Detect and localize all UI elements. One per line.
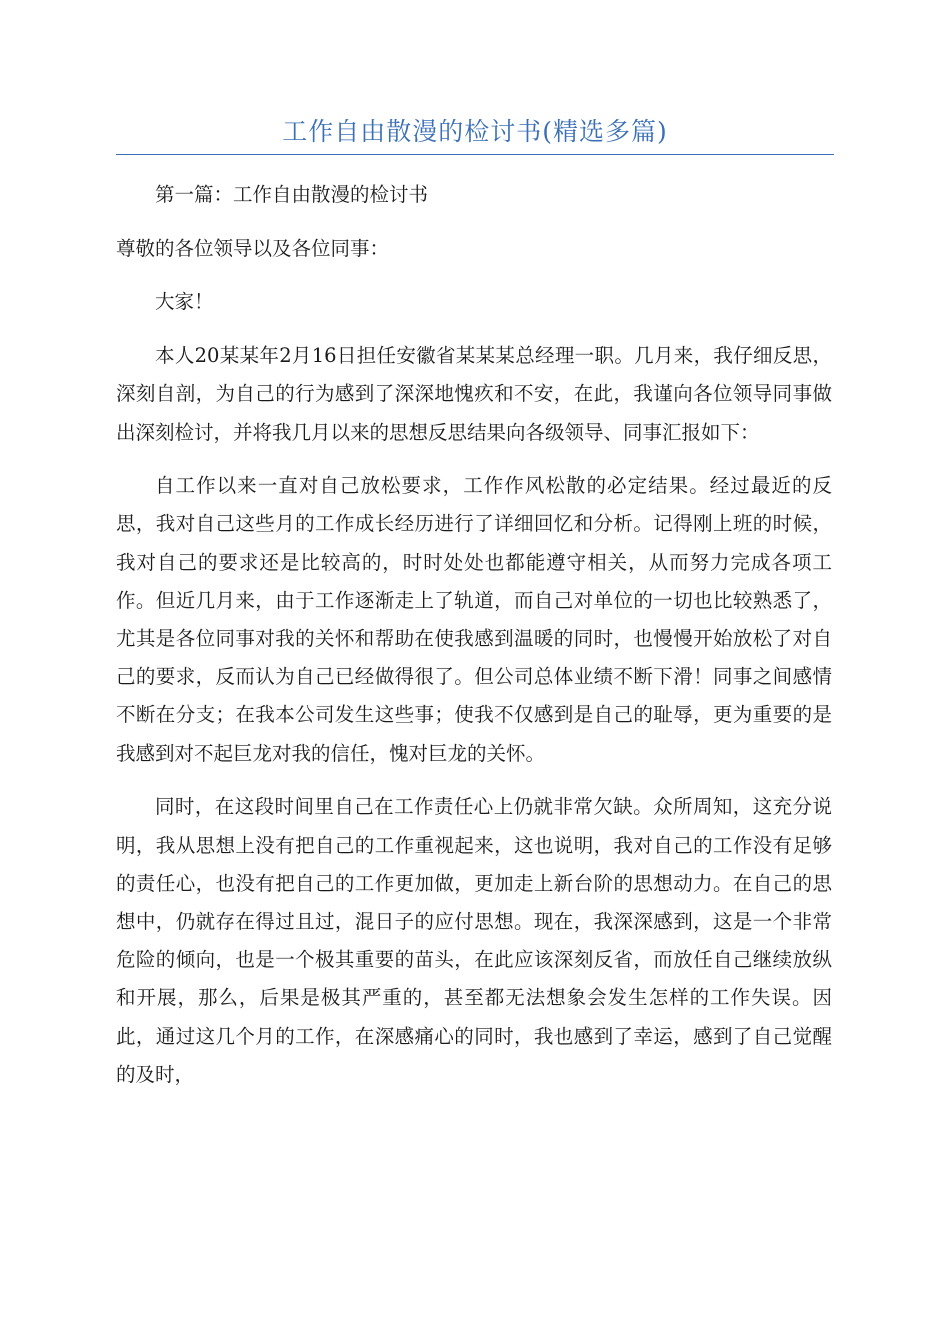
- body-paragraph: 同时，在这段时间里自己在工作责任心上仍就非常欠缺。众所周知，这充分说明，我从思想上没有把自己的工作重视起来，这也说明，我对自己的工作没有足够的责任心，也没有把自己的工作更加做，更加走上新台阶的思想动力。在自己的思想中，仍就存在得过且过，混日子的应付思想。现在，我深深感到，这是一个非常危险的倾向，也是一个极其重要的苗头，在此应该深刻反省，而放任自己继续放纵和开展，那么，后果是极其严重的，甚至都无法想象会发生怎样的工作失误。因此，通过这几个月的工作，在深感痛心的同时，我也感到了幸运，感到了自己觉醒的及时，: [116, 795, 832, 1086]
- body-paragraph: 本人20某某年2月16日担任安徽省某某某总经理一职。几月来，我仔细反思，深刻自剖，为自己的行为感到了深深地愧疚和不安，在此，我谨向各位领导同事做出深刻检讨，并将我几月以来的思想反思结果向各级领导、同事汇报如下：: [116, 344, 832, 444]
- greeting: 大家！: [155, 290, 214, 314]
- title-underline: [116, 154, 834, 155]
- body-paragraph: 自工作以来一直对自己放松要求，工作作风松散的必定结果。经过最近的反思，我对自己这些月的工作成长经历进行了详细回忆和分析。记得刚上班的时候，我对自己的要求还是比较高的，时时处处也都能遵守相关，从而努力完成各项工作。但近几月来，由于工作逐渐走上了轨道，而自己对单位的一切也比较熟悉了，尤其是各位同事对我的关怀和帮助在使我感到温暖的同时，也慢慢开始放松了对自己的要求，反而认为自己已经做得很了。但公司总体业绩不断下滑！同事之间感情不断在分支；在我本公司发生这些事；使我不仅感到是自己的耻辱，更为重要的是我感到对不起巨龙对我的信任，愧对巨龙的关怀。: [116, 474, 832, 765]
- document-title: 工作自由散漫的检讨书(精选多篇): [282, 117, 668, 146]
- salutation: 尊敬的各位领导以及各位同事：: [116, 236, 390, 260]
- section-heading: 第一篇：工作自由散漫的检讨书: [155, 183, 429, 206]
- document-body: [116, 176, 832, 1109]
